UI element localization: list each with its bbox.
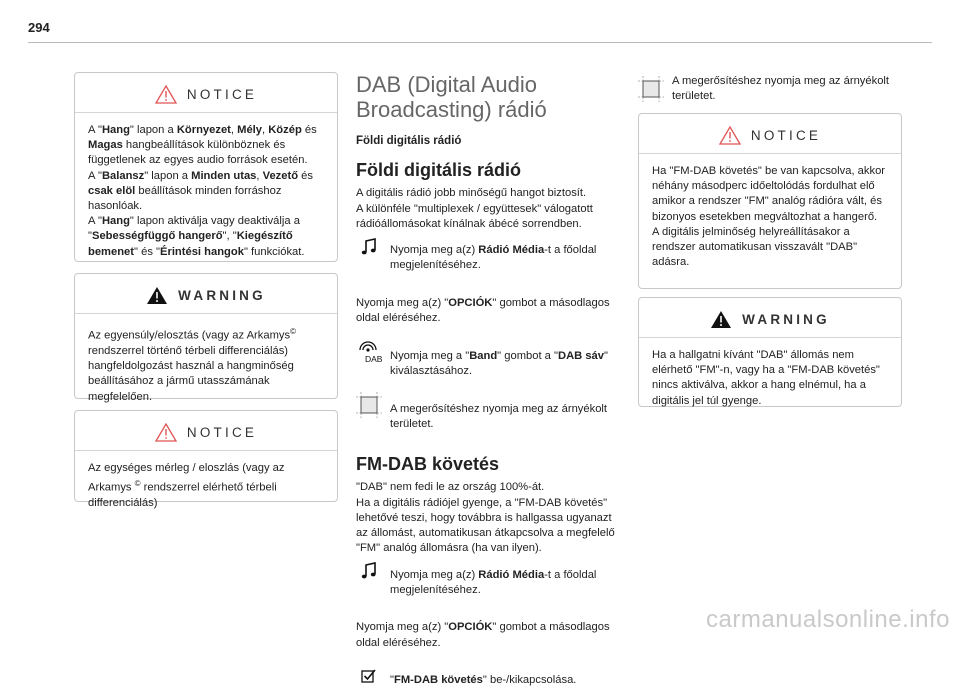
text-line: "FM-DAB követés" be-/kikapcsolása. [390, 674, 577, 687]
bold-term: Környezet [176, 124, 231, 136]
warning-header [652, 310, 888, 329]
shaded-area-icon [638, 74, 664, 102]
step-text [390, 338, 620, 391]
warning-body [652, 348, 888, 409]
middle-column [356, 72, 620, 700]
notice-header [88, 423, 324, 442]
text-line: A megerősítéshez nyomja meg az árnyékolt területet. [390, 402, 608, 430]
warning-title: WARNING [742, 311, 830, 327]
step-confirm [638, 74, 902, 104]
warning-divider [75, 313, 337, 314]
text-line: Nyomja meg a(z) Rádió Média-t a főoldal megjelenítéséhez. [390, 244, 597, 272]
warning-triangle-icon [146, 286, 168, 305]
superscript: © [134, 479, 141, 489]
bold-term: Balansz [101, 169, 145, 182]
bold-term: Kiegészítő bemenet [88, 230, 293, 258]
notice-triangle-icon [719, 126, 741, 145]
notice-triangle-icon [155, 423, 177, 442]
notice-header [652, 126, 888, 145]
text-line: A digitális jelminőség helyreállításakor a rendszer automatikusan visszavált "DAB" adásra. [652, 225, 858, 269]
step [356, 662, 620, 700]
notice-body [88, 461, 324, 511]
notice-header [88, 85, 324, 104]
text-line: Nyomja meg a "Band" gombot a "DAB sáv" kiválasztásához. [390, 349, 608, 377]
text-line: Az egyensúly/elosztás (vagy az Arkamys© rendszerrel történő térbeli differenciálás) hangfeldolgozást használ a hangminőség beállításához a jármű utasszámának megfelelően. [88, 327, 296, 403]
warning-box-arkamys [74, 273, 338, 403]
notice-divider [639, 153, 901, 154]
notice-title: NOTICE [186, 424, 258, 440]
bold-term: Rádió Média [478, 568, 545, 581]
shaded-area-icon [356, 390, 382, 418]
notice-body [652, 164, 888, 270]
bold-term: OPCIÓK [448, 296, 493, 309]
bold-term: FM-DAB követés [393, 674, 483, 687]
step [356, 390, 620, 443]
step-text [390, 232, 620, 285]
text-line: Ha a hallgatni kívánt "DAB" állomás nem elérhető "FM"-n, vagy ha a "FM-DAB követés" nincs aktiválva, akkor a hang elnémul, ha a digitális jel túl gyenge. [652, 349, 880, 407]
steps-fm-dab [356, 556, 620, 699]
notice-box-balance [74, 410, 338, 510]
dab-icon [356, 338, 382, 364]
bold-term: csak elöl [88, 184, 136, 197]
notice-box-fm-dab [638, 113, 902, 289]
warning-box-dab [638, 297, 902, 407]
step-text [390, 556, 620, 609]
bold-term: Minden utas [191, 169, 257, 182]
music-note-icon [356, 232, 382, 256]
bold-term: OPCIÓK [448, 621, 493, 634]
bold-term: Band [469, 349, 498, 362]
text-line: A "Balansz" lapon a Minden utas, Vezető és csak elöl beállítások minden forráshoz hasonlóak. [88, 169, 313, 213]
bold-term: Hang [101, 215, 130, 228]
superscript: © [290, 327, 296, 336]
text-line: Nyomja meg a(z) "OPCIÓK" gombot a másodlagos oldal eléréséhez. [356, 296, 610, 325]
dab-icon-label: DAB [365, 353, 382, 364]
bold-term: DAB sáv [557, 349, 604, 362]
bold-term: Hang [101, 124, 130, 136]
header-rule [28, 42, 932, 43]
step-text: A megerősítéshez nyomja meg az árnyékolt területet. [672, 75, 890, 103]
page-number: 294 [28, 20, 50, 35]
checkbox-icon [356, 662, 382, 684]
paragraph-fm-dab: "DAB" nem fedi le az ország 100%-át. Ha a digitális rádiójel gyenge, a "FM-DAB követés" lehetővé teszi, hogy továbbra is hallgassa ugyanazt az állomást, automatikusan átkapcsolva a megfelelő "FM" analóg állomásra (ha van ilyen). [356, 481, 615, 555]
warning-title: WARNING [178, 287, 266, 303]
notice-box-hang [74, 72, 338, 262]
notice-title: NOTICE [750, 127, 822, 143]
text-line: Nyomja meg a(z) Rádió Média-t a főoldal megjelenítéséhez. [390, 568, 597, 596]
warning-triangle-icon [710, 310, 732, 329]
notice-triangle-icon [155, 85, 177, 104]
steps-dab [356, 232, 620, 443]
paragraph-intro: A digitális rádió jobb minőségű hangot biztosít. A különféle "multiplexek / együttesek" válogatott rádióállomásokat kínálnak ábécé sorrendben. [356, 187, 593, 230]
text-line: Nyomja meg a(z) "OPCIÓK" gombot a másodlagos oldal eléréséhez. [356, 621, 610, 649]
step [356, 232, 620, 285]
warning-divider [639, 337, 901, 338]
text-line: Ha "FM-DAB követés" be van kapcsolva, akkor néhány másodperc időeltolódás fordulhat elő amikor a rendszer "FM" analóg rádióra vált, és bizonyos esetekben megváltozhat a hangerő. [652, 165, 886, 223]
bold-term: Vezető [262, 169, 299, 182]
notice-title: NOTICE [186, 86, 258, 102]
page-subtitle: Földi digitális rádió [356, 135, 462, 147]
notice-divider [75, 450, 337, 451]
text-line: A "Hang" lapon a Környezet, Mély, Közép és Magas hangbeállítások különböznek és függetlenek az egyes audio források esetén. [88, 124, 317, 167]
music-note-icon [356, 556, 382, 580]
bold-term: Sebességfüggő hangerő [91, 230, 223, 243]
text-line: Az egységes mérleg / eloszlás (vagy az Arkamys © rendszerrel elérhető térbeli differenciálás) [88, 462, 285, 510]
text-line: A "Hang" lapon aktiválja vagy deaktiválja a "Sebességfüggő hangerő", "Kiegészítő bemenet" és "Érintési hangok" funkciókat. [88, 215, 305, 258]
bold-term: Közép [268, 124, 302, 136]
step-text [390, 390, 620, 443]
warning-body [88, 324, 324, 405]
bold-term: Magas [88, 139, 123, 152]
bold-term: Rádió Média [478, 244, 545, 257]
warning-header [88, 286, 324, 305]
bold-term: Mély [237, 124, 262, 136]
section-heading-digital-radio: Földi digitális rádió [356, 160, 522, 181]
section-heading-fm-dab: FM-DAB követés [356, 454, 500, 475]
step-text [390, 662, 620, 700]
right-column [638, 74, 902, 104]
bold-term: Érintési hangok [160, 245, 244, 258]
watermark: carmanualsonline.info [706, 606, 950, 633]
step [356, 556, 620, 609]
step [356, 338, 620, 391]
notice-body [88, 123, 324, 260]
page-title: DAB (Digital Audio Broadcasting) rádió [356, 72, 547, 122]
notice-divider [75, 112, 337, 113]
